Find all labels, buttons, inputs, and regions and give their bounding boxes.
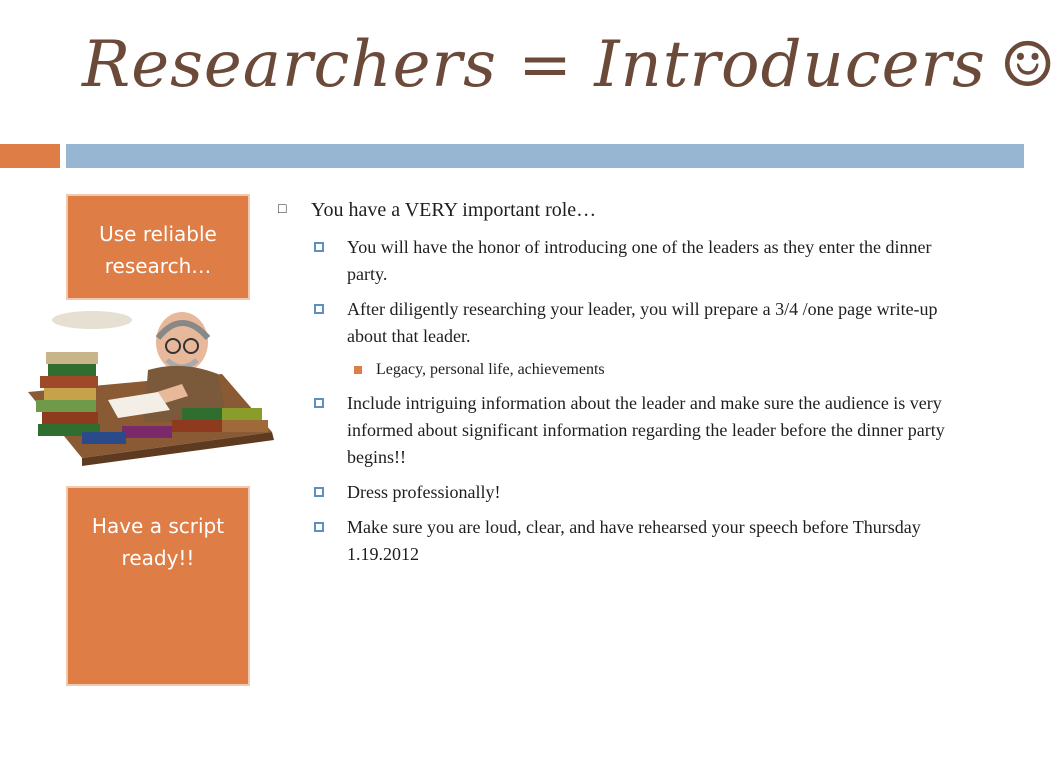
- tip-box-script-line-2: ready!!: [121, 546, 195, 570]
- blue-square-bullet-icon: [314, 304, 324, 314]
- blue-square-bullet-icon: [314, 487, 324, 497]
- accent-band-orange: [0, 144, 60, 168]
- tip-box-research: [66, 194, 250, 300]
- title-text: Researchers = Introducers: [82, 28, 986, 102]
- hollow-square-bullet-icon: □: [278, 202, 287, 217]
- bullet-text: You have a VERY important role…: [311, 199, 597, 221]
- orange-square-bullet-icon: [354, 366, 362, 374]
- smiley-icon: ☺: [999, 28, 1057, 101]
- scholar-with-books-illustration: [22, 304, 282, 484]
- bullet-level-2: [314, 234, 968, 288]
- blue-square-bullet-icon: [314, 398, 324, 408]
- bullet-text: Make sure you are loud, clear, and have rehearsed your speech before Thursday 1.19.2012: [347, 517, 921, 564]
- tip-box-script-line-1: Have a script: [91, 514, 225, 538]
- bullet-text: Include intriguing information about the leader and make sure the audience is very informed about significant information regarding the leader before the dinner party begins!!: [347, 393, 945, 467]
- tip-box-research-line-2: research…: [104, 254, 212, 278]
- accent-band-blue: [66, 144, 1024, 168]
- blue-square-bullet-icon: [314, 522, 324, 532]
- bullet-text: After diligently researching your leader, you will prepare a 3/4 /one page write-up about that leader.: [347, 299, 938, 346]
- tip-box-research-line-1: Use reliable: [99, 222, 217, 246]
- content-area: [278, 196, 968, 576]
- bullet-level-2: [314, 479, 968, 506]
- blue-square-bullet-icon: [314, 242, 324, 252]
- bullet-text: You will have the honor of introducing one of the leaders as they enter the dinner party.: [347, 237, 932, 284]
- bullet-text: Dress professionally!: [347, 482, 501, 502]
- bullet-level-1: [278, 196, 968, 224]
- bullet-level-2: [314, 514, 968, 568]
- bullet-level-2: [314, 390, 968, 471]
- bullet-level-3: [354, 358, 968, 382]
- bullet-level-2: [314, 296, 968, 350]
- tip-box-script: [66, 486, 250, 686]
- bullet-text: Legacy, personal life, achievements: [376, 361, 605, 378]
- slide-title: [82, 28, 1057, 102]
